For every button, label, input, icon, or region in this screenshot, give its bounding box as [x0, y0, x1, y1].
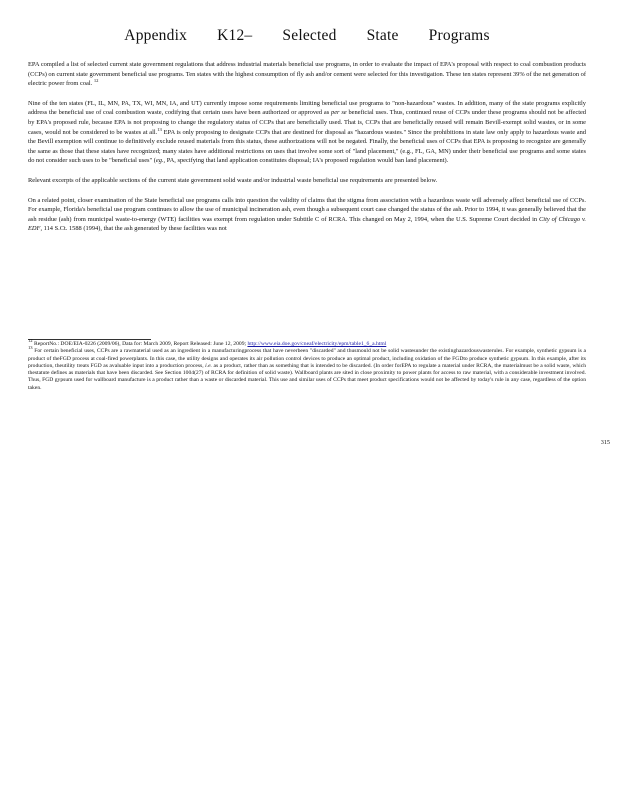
paragraph-excerpts: Relevant excerpts of the applicable sections of the current state government solid waste and/or industrial waste beneficial use requirements are presented below. — [28, 176, 438, 184]
footnotes — [28, 338, 586, 392]
footnote-ref-12[interactable]: 12 — [93, 78, 99, 84]
body-text — [28, 60, 586, 244]
paragraph-intro: EPA compiled a list of selected current state government regulations that address industrial materials beneficial use programs, in order to evaluate the impact of EPA's proposal with respect to coal combustion products (CCPs) on current state government beneficial use programs. Ten states with the highest consumption of fly ash and/or cement were selected for this investigation. These ten states represent 39% of the net generation of electric power from coal. $^{12}$ — [28, 61, 586, 88]
page-title: Appendix K12– Selected State Programs — [124, 27, 490, 44]
footnote-13: $^{13}$ For certain beneficial uses, CCPs are a rawmaterial used as an ingredient in a manufacturingprocess that have neverbeen "discarded" and thusmould not be solid wastesunder the existinghazardouswasterules. For example, synthetic gypsum is a product of theFGD process at coal-fired powerplants. In this case, the utility designs and operates its air pollution control devices to produce an optimal product, including oxidation of the FGDto produce synthetic gypsum. In this example, after its production, theutility treats FGD as avaluable input into a production process, i.e. as a product, rather than as something that is intended to be discarded. (In order forEPA to regulate a material under RCRA, the materialmust be a solid waste, which thestatute defines as materials that have been discarded. See Section 1004(27) of RCRA for definition of solid waste). Wallboard plants are sited in close proximity to power plants for access to raw material, with a considerable investment involved. Thus, FGD gypsum used for wallboard manufacture is a product rather than a waste or discarded material. This use and similar uses of CCPs that meet product specifications would not be affected by today's rule in any case, regardless of the option taken. — [28, 345, 586, 391]
paragraph-state-programs: Nine of the ten states (FL, IL, MN, PA, TX, WI, MN, IA, and UT) currently impose some requirements limiting beneficial use programs to "non-hazardous" wastes. In addition, many of the state programs explicitly address the beneficial use of coal combustion waste, codifying that certain uses have been authorized or approved as per se beneficial uses. Thus, continued reuse of CCPs under these programs should not be affected by EPA's proposed rule, because EPA is not proposing to change the regulatory status of CCPs that are beneficially used. That is, CCPs that are beneficially reused will remain Bevill-exempt solid wastes, or in some cases, would not be considered to be wastes at all.$^{13}$ EPA is only proposing to designate CCPs that are destined for disposal as "hazardous wastes." Since the prohibitions in state law only apply to hazardous waste and the Bevill exemption will continue to definitively exclude reused materials from this status, these authorizations will not be negated. Finally, the beneficial uses of CCPs that EPA is proposing to recognize are generally the same as those that these states have recognized; many states have additional restrictions on uses that involve some sort of "land placement," (e.g., FL, GA, MN) under their beneficial use programs and some states do not consider such uses to be "beneficial uses" (eg., PA, specifying that land application constitutes disposal; IA's proposed regulation would ban land placement). — [28, 99, 587, 165]
page-number: 315 — [600, 439, 610, 446]
footnote-12-link[interactable]: http://www.eia.doe.gov/cneaf/electricity/epm/table1_6_a.html — [247, 341, 387, 347]
footnote-divider — [28, 339, 151, 340]
paragraph-stigma: On a related point, closer examination of the State beneficial use programs calls into question the validity of claims that the stigma from association with a hazardous waste will adversely affect beneficial use of CCPs. For example, Florida's beneficial use program continues to allow the use of municipal incineration ash, even though a subsequent court case changed the status of the ash. Prior to 1994, it was generally believed that the ash residue (ash) from municipal waste-to-energy (WTE) facilities was exempt from regulation under Subtitle C of RCRA. This changed on May 2, 1994, when the U.S. Supreme Court decided in City of Chicago v. EDF, 114 S.Ct. 1588 (1994), that the ash generated by these facilities was not — [28, 196, 586, 233]
footnote-12: $^{12}$ ReportNo.: DOE/EIA-0226 (2009/06), Data for: March 2009, Report Released: June 12, 2009; http://www.eia.doe.gov/cneaf/electricity/epm/table1_6_a.html — [28, 338, 387, 347]
footnote-ref-13[interactable]: 13 — [157, 126, 162, 132]
